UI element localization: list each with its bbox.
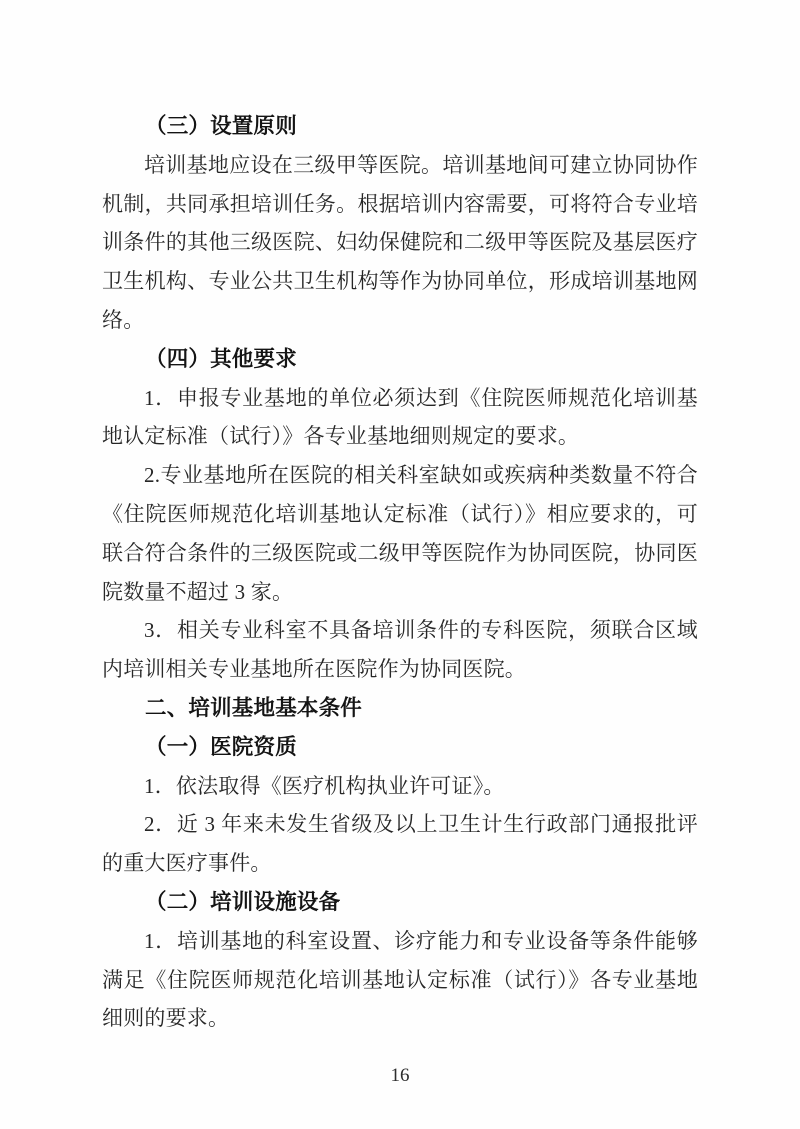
- chapter-heading-2: 二、培训基地基本条件: [145, 695, 363, 720]
- paragraph-facilities-1: 1．培训基地的科室设置、诊疗能力和专业设备等条件能够满足《住院医师规范化培训基地认定标准（试行）》各专业基地细则的要求。: [102, 928, 698, 1031]
- paragraph-other-req-1: 1．申报专业基地的单位必须达到《住院医师规范化培训基地认定标准（试行）》各专业基地细则规定的要求。: [102, 385, 698, 449]
- page-number: 16: [390, 1065, 410, 1087]
- section-heading-3: （三）设置原则: [145, 114, 297, 138]
- paragraph-other-req-2: 2.专业基地所在医院的相关科室缺如或疾病种类数量不符合《住院医师规范化培训基地认定标准（试行）》相应要求的，可联合符合条件的三级医院或二级甲等医院作为协同医院，协同医院数量不超过 3 家。: [102, 463, 698, 604]
- section-heading-hospital: （一）医院资质: [145, 734, 297, 759]
- paragraph-qualification-1: 1．依法取得《医疗机构执业许可证》。: [144, 773, 505, 798]
- paragraph-qualification-2: 2．近 3 年来未发生省级及以上卫生计生行政部门通报批评的重大医疗事件。: [102, 812, 698, 876]
- document-body: [102, 107, 698, 1038]
- section-heading-4: （四）其他要求: [145, 346, 297, 371]
- section-heading-facilities: （二）培训设施设备: [145, 889, 341, 914]
- paragraph-other-req-3: 3．相关专业科室不具备培训条件的专科医院，须联合区域内培训相关专业基地所在医院作为协同医院。: [102, 618, 698, 682]
- paragraph-setup-principle: 培训基地应设在三级甲等医院。培训基地间可建立协同协作机制，共同承担培训任务。根据培训内容需要，可将符合专业培训条件的其他三级医院、妇幼保健院和二级甲等医院及基层医疗卫生机构、专业公共卫生机构等作为协同单位，形成培训基地网络。: [102, 152, 698, 332]
